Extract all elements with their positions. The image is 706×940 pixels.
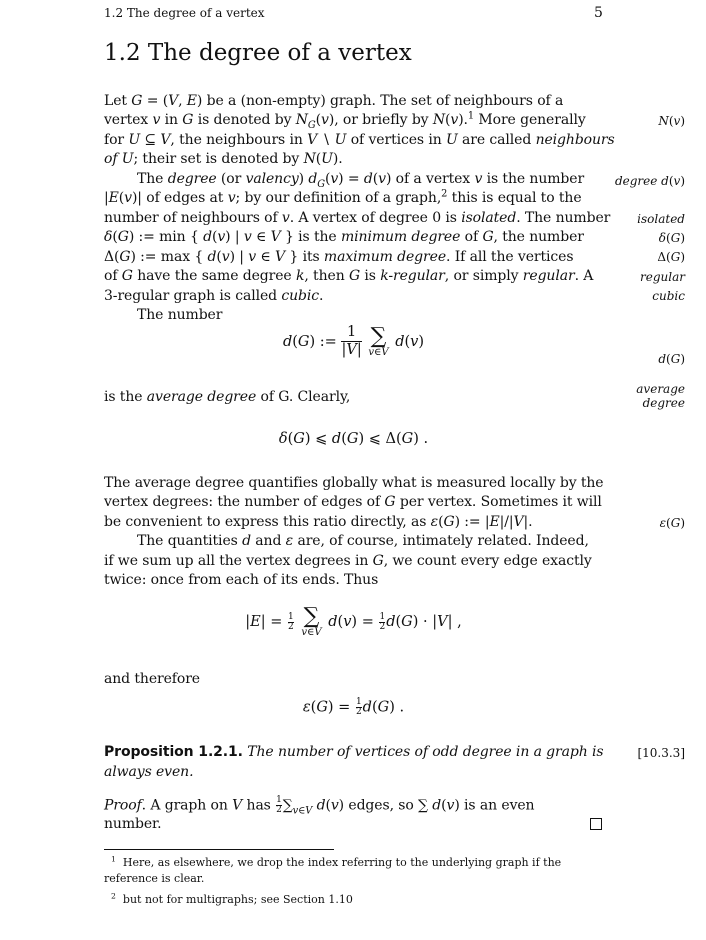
margin-note: d(G) bbox=[658, 352, 685, 366]
running-header: 1.2 The degree of a vertex bbox=[104, 6, 265, 20]
body-line: twice: once from each of its ends. Thus bbox=[104, 572, 379, 588]
body-line: and therefore bbox=[104, 671, 200, 687]
body-line: The average degree quantifies globally what is measured locally by the bbox=[104, 475, 604, 491]
footnote-1-cont: reference is clear. bbox=[104, 872, 205, 885]
section-title: 1.2 The degree of a vertex bbox=[104, 40, 412, 66]
margin-note: N(v) bbox=[658, 114, 685, 128]
body-line: Let G = (V, E) be a (non-empty) graph. The set of neighbours of a bbox=[104, 93, 564, 109]
margin-note: ε(G) bbox=[659, 516, 685, 530]
margin-note: regular bbox=[640, 270, 685, 284]
equation-average-degree: d(G) := $\frac{1}{|V|}$ ∑ v∈V d(v) bbox=[282, 324, 425, 359]
page-number: 5 bbox=[594, 5, 603, 21]
body-line: vertex degrees: the number of edges of G per vertex. Sometimes it will bbox=[104, 494, 602, 510]
proposition-line: Proposition 1.2.1. The number of vertices of odd degree in a graph is bbox=[104, 744, 604, 760]
body-line: vertex v in G is denoted by $N_G(v)$, or briefly by N(v).$^1$ More generally bbox=[104, 110, 586, 131]
body-line: is the average degree of G. Clearly, bbox=[104, 389, 351, 405]
equation-degree-inequality: δ(G) ⩽ d(G) ⩽ Δ(G) . bbox=[278, 431, 429, 447]
margin-note: degree d(v) bbox=[614, 174, 685, 188]
body-line: number of neighbours of v. A vertex of degree 0 is isolated. The number bbox=[104, 210, 611, 226]
body-line: The number bbox=[137, 307, 223, 323]
equation-epsilon: ε(G) = $\frac{1}{2}$ d(G) . bbox=[302, 697, 405, 717]
margin-note: δ(G) bbox=[658, 231, 685, 245]
margin-note: isolated bbox=[637, 212, 685, 226]
footnote-2: $^2$ but not for multigraphs; see Section 1.10 bbox=[111, 891, 353, 906]
equation-edge-count: |E| = $\frac{1}{2}$ ∑ v∈V d(v) = $\frac{1}{2}$ d(G) · |V| , bbox=[245, 604, 462, 638]
footnote-1: $^1$ Here, as elsewhere, we drop the index referring to the underlying graph if the bbox=[111, 854, 562, 869]
body-line: Δ(G) := max { d(v) | v ∈ V } its maximum degree. If all the vertices bbox=[104, 249, 574, 265]
body-line: be convenient to express this ratio directly, as ε(G) := |E|/|V|. bbox=[104, 514, 533, 530]
body-line: of G have the same degree k, then G is k-regular, or simply regular. A bbox=[104, 268, 594, 284]
body-line: if we sum up all the vertex degrees in G, we count every edge exactly bbox=[104, 553, 592, 569]
body-line: for U ⊆ V, the neighbours in V ∖ U of vertices in U are called neighbours bbox=[104, 132, 615, 148]
body-line: The degree (or valency) $d_G(v) = d(v)$ of a vertex v is the number bbox=[137, 171, 585, 190]
proof-line: number. bbox=[104, 816, 162, 832]
margin-reference: [10.3.3] bbox=[637, 746, 685, 760]
margin-note: cubic bbox=[652, 289, 685, 303]
body-line: of U; their set is denoted by N(U). bbox=[104, 151, 343, 167]
margin-note: average bbox=[636, 382, 685, 396]
body-line: 3-regular graph is called cubic. bbox=[104, 288, 324, 304]
proof-line: Proof. A graph on V has $\frac{1}{2}$ $\sum_{v\in V}$ d(v) edges, so ∑ d(v) is an even bbox=[104, 795, 535, 817]
footnote-rule bbox=[104, 849, 334, 850]
body-line: The quantities d and ε are, of course, intimately related. Indeed, bbox=[137, 533, 589, 549]
qed-symbol bbox=[590, 818, 602, 830]
body-line: δ(G) := min { d(v) | v ∈ V } is the minimum degree of G, the number bbox=[104, 229, 584, 245]
body-line: |E(v)| of edges at v; by our definition of a graph,$^2$ this is equal to the bbox=[104, 188, 582, 206]
margin-note: degree bbox=[642, 396, 685, 410]
margin-note: Δ(G) bbox=[657, 250, 685, 264]
proposition-line: always even. bbox=[104, 764, 194, 780]
